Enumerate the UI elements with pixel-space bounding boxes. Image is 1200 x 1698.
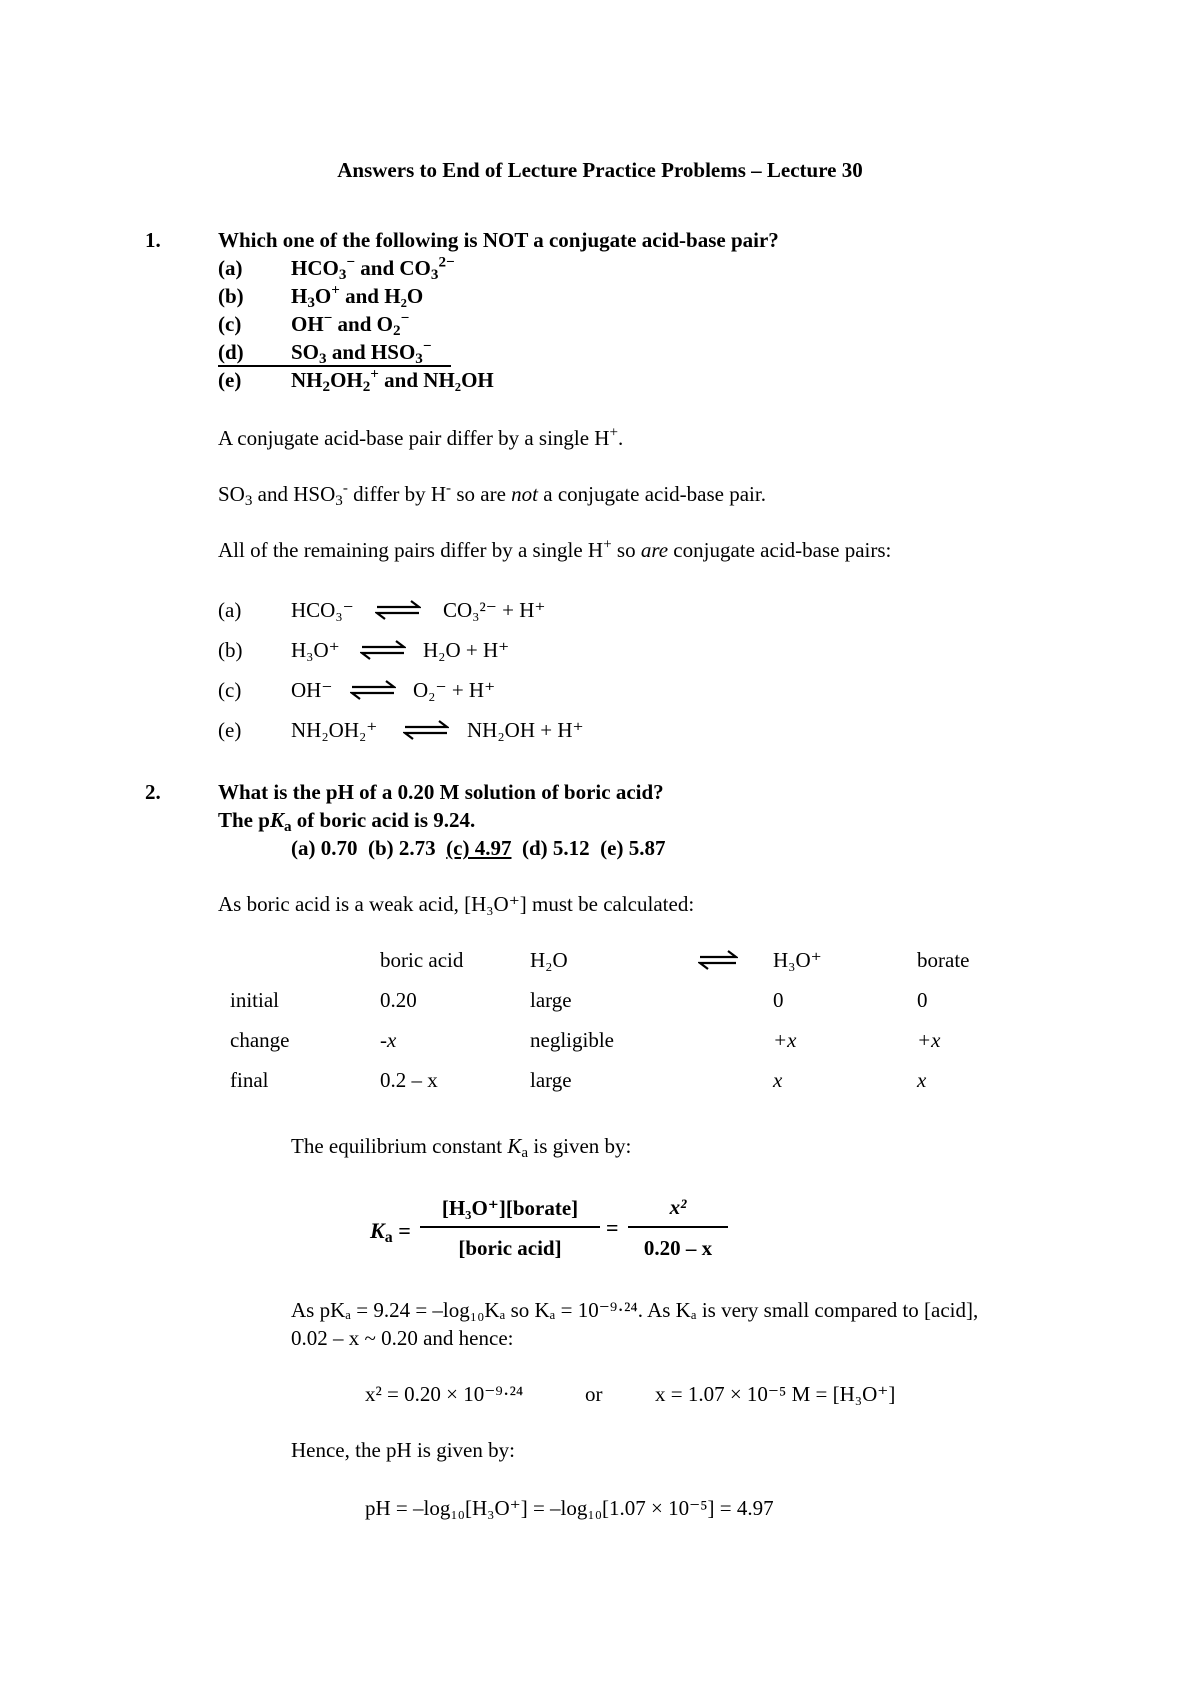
ka-denominator: [boric acid] xyxy=(458,1236,562,1260)
q1-option-text: $HCO_3^-$ and $CO_3^{2-}$ xyxy=(291,254,455,283)
ka-denominator-2: 0.20 – x xyxy=(643,1236,713,1260)
q1-option-text: $NH_2OH_2^+$ and NH₂OH xyxy=(291,366,494,395)
table-cell: +x xyxy=(773,1028,797,1052)
reaction-label: (c) xyxy=(218,678,242,702)
q1-option-label: (c) xyxy=(218,312,242,336)
table-header: H₂O xyxy=(530,948,568,972)
q1-question: Which one of the following is NOT a conjugate acid-base pair? xyxy=(218,228,779,252)
reaction-left: H₃O⁺ xyxy=(291,638,340,662)
equilibrium-arrow-icon xyxy=(360,640,406,660)
ka-numerator: [H₃O⁺][borate] xyxy=(441,1196,579,1220)
reaction-right: O₂⁻ + H⁺ xyxy=(413,678,496,702)
q1-explanation-1: A conjugate acid-base pair differ by a single H+. xyxy=(218,424,624,450)
reaction-label: (b) xyxy=(218,638,243,662)
table-cell: 0 xyxy=(773,988,784,1012)
table-cell: 0.20 xyxy=(380,988,417,1012)
reaction-right: CO₃²⁻ + H⁺ xyxy=(443,598,546,622)
equation-or: or xyxy=(585,1382,603,1406)
q1-option-label: (e) xyxy=(218,368,242,392)
step-line-2: 0.02 – x ~ 0.20 and hence: xyxy=(291,1326,514,1350)
q2-choice: (b) 2.73 xyxy=(368,836,436,860)
q1-option-label: (a) xyxy=(218,256,243,280)
q1-option-text: OH− and $O_2^-$ xyxy=(291,310,410,339)
ka-symbol: $K_a$ = xyxy=(370,1218,411,1246)
ka-intro: The equilibrium constant $K_a$ is given by: xyxy=(291,1134,632,1161)
reaction-left: HCO₃⁻ xyxy=(291,598,354,622)
table-cell: large xyxy=(530,1068,572,1092)
q1-option-label: (b) xyxy=(218,284,244,308)
q2-choice-correct: (c) 4.97 xyxy=(446,836,512,860)
q1-explanation-2: $SO_3$ and $HSO_3^-$ differ by H- so are not a conjugate acid-base pair. xyxy=(218,480,766,509)
table-header: boric acid xyxy=(380,948,464,972)
fraction-bar xyxy=(628,1226,728,1228)
reaction-right: NH₂OH + H⁺ xyxy=(467,718,584,742)
ka-numerator-2: x² xyxy=(669,1195,687,1219)
table-cell: 0.2 – x xyxy=(380,1068,438,1092)
equation-x-squared: x² = 0.20 × 10⁻⁹·²⁴ xyxy=(365,1382,524,1406)
reaction-left: NH₂OH₂⁺ xyxy=(291,718,378,742)
table-cell: negligible xyxy=(530,1028,614,1052)
ph-equation: pH = –log₁₀[H₃O⁺] = –log₁₀[1.07 × 10⁻⁵] = 4.97 xyxy=(365,1496,774,1520)
equation-x-value: x = 1.07 × 10⁻⁵ M = [H₃O⁺] xyxy=(655,1382,896,1406)
fraction-bar xyxy=(420,1226,600,1228)
table-header: H₃O⁺ xyxy=(773,948,822,972)
reaction-label: (e) xyxy=(218,718,242,742)
q2-choice: (e) 5.87 xyxy=(600,836,666,860)
q2-question-line-2: The $pK_a$ of boric acid is 9.24. xyxy=(218,808,476,835)
table-cell: +x xyxy=(917,1028,941,1052)
reaction-label: (a) xyxy=(218,598,242,622)
table-cell: x xyxy=(773,1068,783,1092)
table-cell: change xyxy=(230,1028,290,1052)
q2-choices xyxy=(291,838,665,859)
step-line-1: As pKₐ = 9.24 = –log₁₀Kₐ so Kₐ = 10⁻⁹·²⁴. As Kₐ is very small compared to [acid], xyxy=(291,1298,979,1322)
table-header: borate xyxy=(917,948,970,972)
table-cell: x xyxy=(917,1068,927,1092)
q1-number: 1. xyxy=(145,228,161,252)
equilibrium-arrow-icon xyxy=(698,950,738,970)
q2-number: 2. xyxy=(145,780,161,804)
q2-choice: (a) 0.70 xyxy=(291,836,358,860)
table-cell: 0 xyxy=(917,988,928,1012)
ph-intro: Hence, the pH is given by: xyxy=(291,1438,515,1462)
q2-intro: As boric acid is a weak acid, [H₃O⁺] must be calculated: xyxy=(218,892,695,916)
table-cell: large xyxy=(530,988,572,1012)
equilibrium-arrow-icon xyxy=(375,600,421,620)
equilibrium-arrow-icon xyxy=(403,720,449,740)
table-cell: initial xyxy=(230,988,279,1012)
table-cell: -x xyxy=(380,1028,397,1052)
equals-sign: = xyxy=(606,1215,619,1240)
q2-question-line-1: What is the pH of a 0.20 M solution of boric acid? xyxy=(218,780,664,804)
table-cell: final xyxy=(230,1068,269,1092)
equilibrium-arrow-icon xyxy=(350,680,396,700)
q2-choice: (d) 5.12 xyxy=(521,836,590,860)
q1-option-correct: (d) $SO_3$ and $HSO_3^-$ xyxy=(218,342,451,367)
q1-explanation-3: All of the remaining pairs differ by a single H+ so are conjugate acid-base pairs: xyxy=(218,536,892,562)
reaction-left: OH⁻ xyxy=(291,678,333,702)
q1-option-text: $H_3O^+$ and H₂O xyxy=(291,282,424,311)
document-title: Answers to End of Lecture Practice Problems – Lecture 30 xyxy=(337,158,863,182)
reaction-right: H₂O + H⁺ xyxy=(423,638,510,662)
